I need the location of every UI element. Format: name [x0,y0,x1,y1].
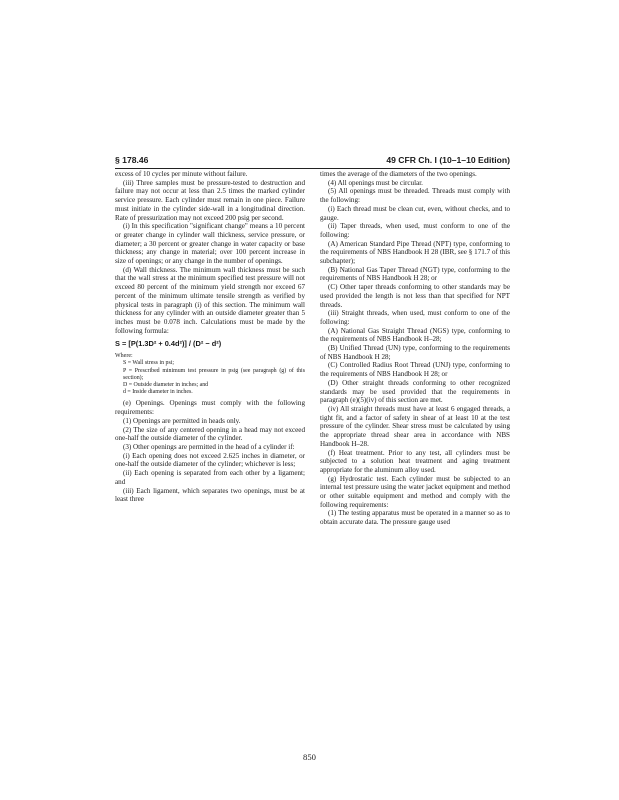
paragraph: (f) Heat treatment. Prior to any test, all cylinders must be subjected to a solution heat treatment and aging treatment appropriate for the aluminum alloy used. [320,448,510,474]
wall-stress-formula: S = [P(1.3D² + 0.4d²)] / (D² − d²) [115,339,222,349]
definition: P = Prescribed minimum test pressure in psig (see paragraph (g) of this section); [123,367,305,381]
paragraph: (i) Each thread must be clean cut, even, without checks, and to gauge. [320,204,510,222]
paragraph: (4) All openings must be circular. [328,178,423,187]
paragraph: (D) Other straight threads conforming to other recognized standards may be used provided that the requirements in paragraph (e)(5)(iv) of this section are met. [320,378,510,405]
paragraph: (B) Unified Thread (UN) type, conforming to the requirements of NBS Handbook H 28; [320,344,510,361]
paragraph: (A) American Standard Pipe Thread (NPT) type, conforming to the requirements of NBS Handbook H 28 (IBR, see § 171.7 of this subchapter); [320,239,510,266]
cfr-edition: 49 CFR Ch. I (10–1–10 Edition) [386,155,510,165]
paragraph: (C) Other taper threads conforming to other standards may be used provided the length is not less than that specified for NPT threads. [320,283,510,309]
where-label: Where: [115,353,133,360]
paragraph: (ii) Each opening is separated from each other by a ligament; and [115,469,305,486]
section-number: § 178.46 [115,155,149,165]
paragraph: (1) The testing apparatus must be operated in a manner so as to obtain accurate data. The pressure gauge used [320,509,510,527]
paragraph: excess of 10 cycles per minute without failure. [115,170,248,178]
paragraph: (C) Controlled Radius Root Thread (UNJ) type, conforming to the requirements of NBS Handbook H 28; or [320,361,510,379]
paragraph: (e) Openings. Openings must comply with the following requirements: [115,399,305,417]
left-column [115,170,305,504]
paragraph: (i) In this specification "significant change" means a 10 percent or greater change in cylinder wall thickness, service pressure, or diameter; a 30 percent or greater change in water capacity or base thickness; any change in material; over 100 percent increase in size of openings; or any change in the number of openings. [115,222,305,266]
paragraph: (B) National Gas Taper Thread (NGT) type, conforming to the requirements of NBS Handbook H 28; or [320,265,510,283]
paragraph: (A) National Gas Straight Thread (NGS) type, conforming to the requirements of NBS Handbook H–28; [320,326,510,344]
paragraph: (iv) All straight threads must have at least 6 engaged threads, a tight fit, and a factor of safety in shear of at least 10 at the test pressure of the cylinder. Shear stress must be calculated by using the appropriate thread shear area in accordance with NBS Handbook H–28. [320,404,510,448]
paragraph: (3) Other openings are permitted in the head of a cylinder if: [123,443,295,451]
paragraph: (g) Hydrostatic test. Each cylinder must be subjected to an internal test pressure using the water jacket equipment and method or other suitable equipment and method and comply with the following requirements: [320,474,510,509]
right-column [320,170,510,527]
paragraph: (iii) Three samples must be pressure-tested to destruction and failure may not occur at less than 2.5 times the marked cylinder service pressure. Each cylinder must remain in one piece. Failure must initiate in the cylinder side-wall in a longitudinal direction. Rate of pressurization may not exceed 200 psig per second. [115,178,305,222]
running-header [115,155,510,169]
paragraph: times the average of the diameters of the two openings. [320,170,477,178]
paragraph: (ii) Taper threads, when used, must conform to one of the following: [320,222,510,239]
definition: d = Inside diameter in inches. [123,389,193,396]
paragraph: (1) Openings are permitted in heads only. [123,416,241,425]
header-rule [115,168,510,169]
paragraph: (iii) Straight threads, when used, must conform to one of the following: [320,309,510,326]
paragraph: (d) Wall thickness. The minimum wall thickness must be such that the wall stress at the minimum specified test pressure will not exceed 80 percent of the minimum yield strength nor exceed 67 percent of the minimum ultimate tensile strength as verified by physical tests in paragraph (i) of this section. The minimum wall thickness for any cylinder with an outside diameter greater than 5 inches must be 0.078 inch. Calculations must be made by the following formula: [115,265,305,335]
page-number: 850 [303,752,316,762]
paragraph: (5) All openings must be threaded. Threads must comply with the following: [320,187,510,205]
paragraph: (i) Each opening does not exceed 2.625 inches in diameter, or one-half the outside diameter of the cylinder; whichever is less; [115,451,305,469]
definition: S = Wall stress in psi; [123,360,175,367]
definition: D = Outside diameter in inches; and [123,382,209,389]
paragraph: (iii) Each ligament, which separates two openings, must be at least three [115,486,305,504]
paragraph: (2) The size of any centered opening in a head may not exceed one-half the outside diameter of the cylinder. [115,425,305,443]
